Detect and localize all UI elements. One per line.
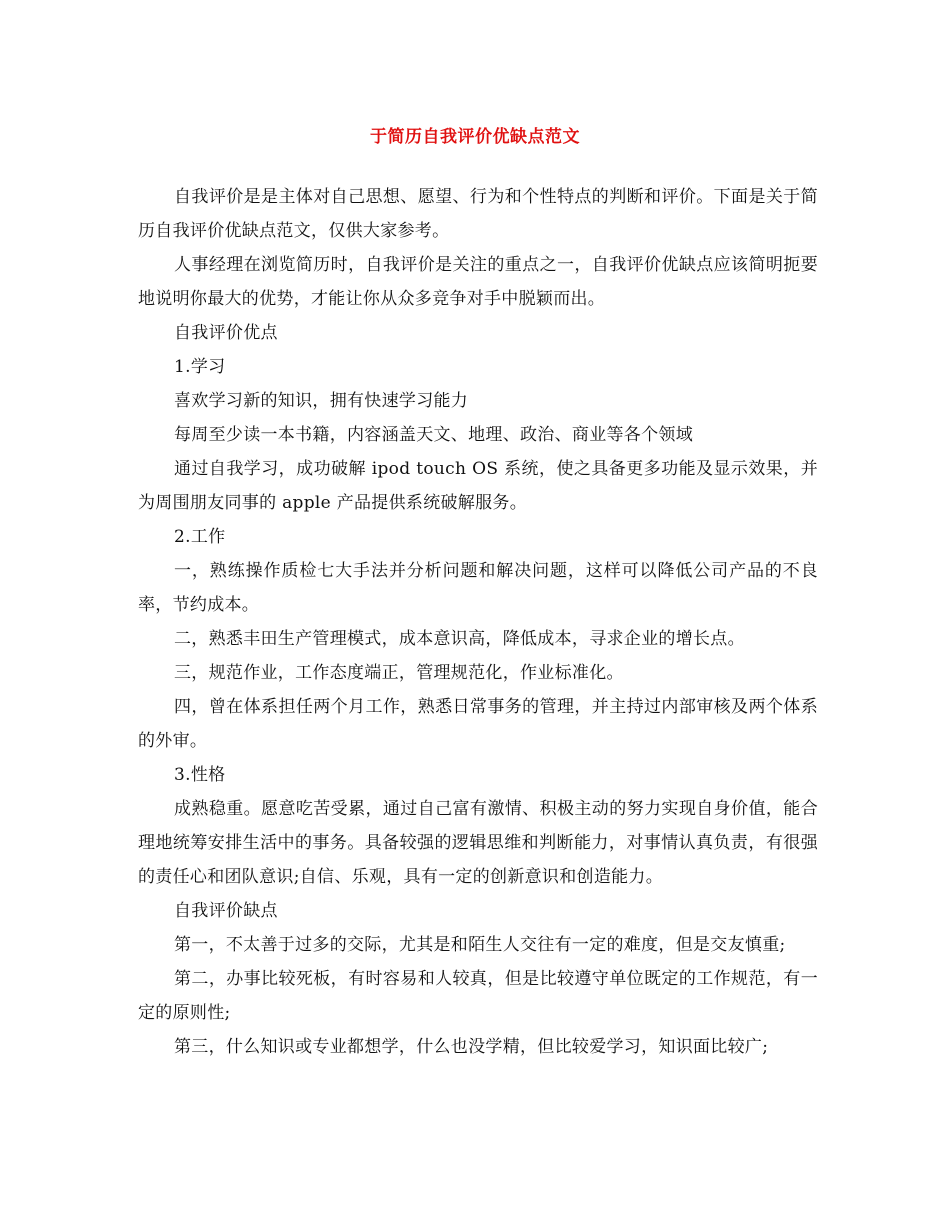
paragraph-intro: 自我评价是是主体对自己思想、愿望、行为和个性特点的判断和评价。下面是关于简历自我评价优缺点范文，仅供大家参考。 — [138, 187, 818, 241]
heading-personality: 3.性格 — [174, 765, 226, 785]
paragraph-study-1: 喜欢学习新的知识，拥有快速学习能力 — [174, 391, 469, 411]
document-title: 于简历自我评价优缺点范文 — [370, 127, 580, 147]
paragraph-hr-focus: 人事经理在浏览简历时，自我评价是关注的重点之一，自我评价优缺点应该简明扼要地说明你最大的优势，才能让你从众多竞争对手中脱颖而出。 — [138, 255, 818, 309]
heading-strengths: 自我评价优点 — [174, 323, 278, 343]
paragraph-work-4: 四，曾在体系担任两个月工作，熟悉日常事务的管理，并主持过内部审核及两个体系的外审。 — [138, 697, 818, 751]
paragraph-weakness-2: 第二，办事比较死板，有时容易和人较真，但是比较遵守单位既定的工作规范，有一定的原则性; — [138, 969, 818, 1023]
heading-study: 1.学习 — [174, 357, 226, 377]
paragraph-personality: 成熟稳重。愿意吃苦受累，通过自己富有激情、积极主动的努力实现自身价值，能合理地统筹安排生活中的事务。具备较强的逻辑思维和判断能力，对事情认真负责，有很强的责任心和团队意识;自信、乐观，具有一定的创新意识和创造能力。 — [138, 799, 818, 887]
paragraph-work-1: 一，熟练操作质检七大手法并分析问题和解决问题，这样可以降低公司产品的不良率，节约成本。 — [138, 561, 818, 615]
heading-work: 2.工作 — [174, 527, 226, 547]
paragraph-weakness-1: 第一，不太善于过多的交际，尤其是和陌生人交往有一定的难度，但是交友慎重; — [174, 935, 786, 955]
paragraph-work-2: 二，熟悉丰田生产管理模式，成本意识高，降低成本，寻求企业的增长点。 — [174, 629, 745, 649]
document-body — [138, 180, 818, 1064]
paragraph-work-3: 三，规范作业，工作态度端正，管理规范化，作业标准化。 — [174, 663, 624, 683]
heading-weaknesses: 自我评价缺点 — [174, 901, 278, 921]
paragraph-weakness-3: 第三，什么知识或专业都想学，什么也没学精，但比较爱学习，知识面比较广; — [174, 1037, 769, 1057]
paragraph-study-2: 每周至少读一本书籍，内容涵盖天文、地理、政治、商业等各个领域 — [174, 425, 693, 445]
paragraph-study-3: 通过自我学习，成功破解 ipod touch OS 系统，使之具备更多功能及显示效果，并为周围朋友同事的 apple 产品提供系统破解服务。 — [138, 459, 818, 513]
